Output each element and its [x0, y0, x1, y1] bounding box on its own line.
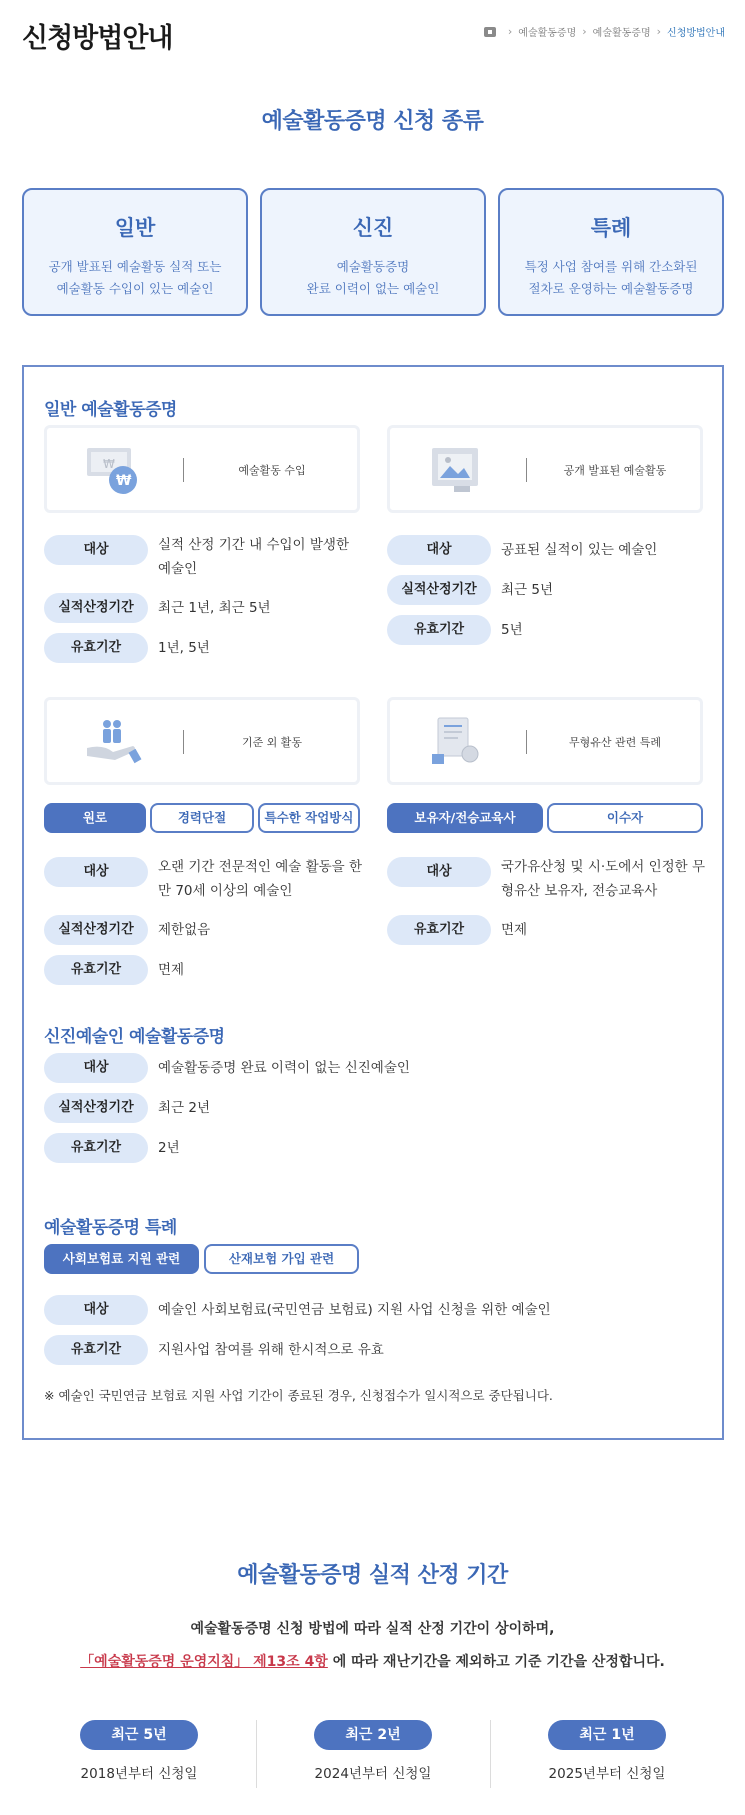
- chevron-right-icon: ›: [582, 25, 587, 38]
- card-label: 공개 발표된 예술활동: [563, 464, 667, 477]
- tab-industrial-insurance[interactable]: 산재보험 가입 관련: [204, 1244, 359, 1274]
- heritage-card: [387, 697, 703, 785]
- tab-career-break[interactable]: 경력단절: [150, 803, 254, 833]
- newcomer-title: 신진예술인 예술활동증명: [44, 1027, 225, 1047]
- period-text: 2024년부터 신청일: [314, 1766, 432, 1782]
- type-card-desc: 절차로 운영하는 예술활동증명: [528, 281, 694, 296]
- type-card-title: 일반: [114, 216, 156, 240]
- divider: [526, 730, 527, 754]
- label-target: 대상: [44, 1053, 148, 1083]
- period-list: [22, 1720, 724, 1788]
- picture-frame-icon: [426, 442, 486, 496]
- breadcrumb: [484, 24, 725, 39]
- divider: [526, 458, 527, 482]
- period-text: 2018년부터 신청일: [80, 1766, 198, 1782]
- period-lead-1: 예술활동증명 신청 방법에 따라 실적 산정 기간이 상이하며,: [190, 1621, 555, 1637]
- value-line: 오랜 기간 전문적인 예술 활동을 한: [158, 859, 363, 875]
- certificate-icon: [426, 714, 486, 768]
- label-period: 실적산정기간: [44, 593, 148, 623]
- label-period: 실적산정기간: [387, 575, 491, 605]
- value-line: 형유산 보유자, 전승교육사: [501, 883, 658, 899]
- card-label: 무형유산 관련 특례: [568, 736, 661, 749]
- section-title-types: 예술활동증명 신청 종류: [261, 109, 484, 134]
- exception-card: [44, 697, 360, 785]
- value-line: 국가유산청 및 시·도에서 인정한 무: [501, 859, 706, 875]
- page-title: 신청방법안내: [22, 23, 173, 54]
- hand-people-icon: [83, 714, 143, 768]
- type-card-desc: 공개 발표된 예술활동 실적 또는: [48, 259, 222, 274]
- value-target: [158, 855, 362, 903]
- period-badge: 최근 5년: [80, 1720, 198, 1750]
- section-title-period: 예술활동증명 실적 산정 기간: [237, 1563, 508, 1588]
- type-card-special: [498, 188, 724, 316]
- value-valid: 2년: [158, 1140, 180, 1156]
- chevron-right-icon: ›: [507, 25, 513, 38]
- breadcrumb-current: 신청방법안내: [667, 28, 725, 39]
- period-item: [256, 1720, 490, 1788]
- label-target: 대상: [44, 1295, 148, 1325]
- period-lead-2-text: 에 따라 재난기간을 제외하고 기준 기간을 산정합니다.: [327, 1654, 665, 1670]
- type-card-title: 신진: [352, 216, 394, 240]
- value-valid: 1년, 5년: [158, 640, 210, 656]
- money-card-icon: [83, 442, 143, 496]
- type-card-desc: 특정 사업 참여를 위해 간소화된: [524, 259, 698, 274]
- page-header: [22, 12, 725, 52]
- label-period: 실적산정기간: [44, 1093, 148, 1123]
- value-target: 예술활동증명 완료 이력이 없는 신진예술인: [158, 1060, 410, 1076]
- type-card-newcomer: [260, 188, 486, 316]
- value-line: 만 70세 이상의 예술인: [158, 883, 293, 899]
- label-valid: 유효기간: [387, 915, 491, 945]
- value-target: 공표된 실적이 있는 예술인: [501, 542, 658, 558]
- type-cards: [22, 188, 724, 316]
- income-card: [44, 425, 360, 513]
- label-target: 대상: [387, 857, 491, 887]
- tab-social-insurance[interactable]: 사회보험료 지원 관련: [44, 1244, 199, 1274]
- label-valid: 유효기간: [44, 955, 148, 985]
- label-valid: 유효기간: [44, 1335, 148, 1365]
- value-line: 예술인: [158, 561, 198, 577]
- home-icon[interactable]: [484, 27, 496, 37]
- chevron-right-icon: ›: [656, 25, 662, 38]
- public-card: [387, 425, 703, 513]
- label-target: 대상: [387, 535, 491, 565]
- breadcrumb-item[interactable]: 예술활동증명: [518, 28, 577, 39]
- label-target: 대상: [44, 857, 148, 887]
- type-card-desc: 완료 이력이 없는 예술인: [306, 281, 440, 296]
- type-card-title: 특례: [590, 216, 632, 240]
- guideline-link[interactable]: 「예술활동증명 운영지침」 제13조 4항: [80, 1654, 328, 1670]
- general-title: 일반 예술활동증명: [44, 400, 177, 420]
- period-item: [490, 1720, 724, 1788]
- label-target: 대상: [44, 535, 148, 565]
- divider: [183, 458, 184, 482]
- detail-box: [22, 365, 724, 1440]
- notice-text: ※ 예술인 국민연금 보험료 지원 사업 기간이 종료된 경우, 신청접수가 일시적으로 중단됩니다.: [44, 1388, 553, 1403]
- tab-completer[interactable]: 이수자: [547, 803, 703, 833]
- svg-text:₩: ₩: [103, 457, 115, 471]
- value-valid: 5년: [501, 622, 523, 638]
- type-card-desc: 예술활동증명: [336, 259, 410, 274]
- tab-holder[interactable]: 보유자/전승교육사: [387, 803, 543, 833]
- period-badge: 최근 2년: [314, 1720, 432, 1750]
- type-card-desc: 예술활동 수입이 있는 예술인: [56, 281, 214, 296]
- value-target: [158, 533, 349, 581]
- period-text: 2025년부터 신청일: [548, 1766, 666, 1782]
- svg-text:₩: ₩: [116, 473, 132, 489]
- value-line: 실적 산정 기간 내 수입이 발생한: [158, 537, 349, 553]
- period-lead-2: [0, 1651, 745, 1671]
- value-target: 예술인 사회보험료(국민연금 보험료) 지원 사업 신청을 위한 예술인: [158, 1302, 551, 1318]
- value-period: 최근 5년: [501, 582, 554, 598]
- value-target: [501, 855, 705, 903]
- tab-elder[interactable]: 원로: [44, 803, 146, 833]
- value-valid: 면제: [501, 922, 528, 938]
- value-valid: 지원사업 참여를 위해 한시적으로 유효: [158, 1342, 384, 1358]
- value-valid: 면제: [158, 962, 185, 978]
- card-label: 예술활동 수입: [238, 464, 306, 477]
- period-item: [22, 1720, 256, 1788]
- value-period: 최근 1년, 최근 5년: [158, 600, 271, 616]
- card-label: 기준 외 활동: [241, 736, 303, 749]
- value-period: 최근 2년: [158, 1100, 211, 1116]
- period-badge: 최근 1년: [548, 1720, 666, 1750]
- label-valid: 유효기간: [387, 615, 491, 645]
- divider: [183, 730, 184, 754]
- breadcrumb-item[interactable]: 예술활동증명: [592, 28, 651, 39]
- label-valid: 유효기간: [44, 633, 148, 663]
- special-title: 예술활동증명 특례: [44, 1218, 177, 1238]
- label-valid: 유효기간: [44, 1133, 148, 1163]
- value-period: 제한없음: [158, 922, 211, 938]
- tab-special-method[interactable]: 특수한 작업방식: [258, 803, 360, 833]
- label-period: 실적산정기간: [44, 915, 148, 945]
- type-card-general: [22, 188, 248, 316]
